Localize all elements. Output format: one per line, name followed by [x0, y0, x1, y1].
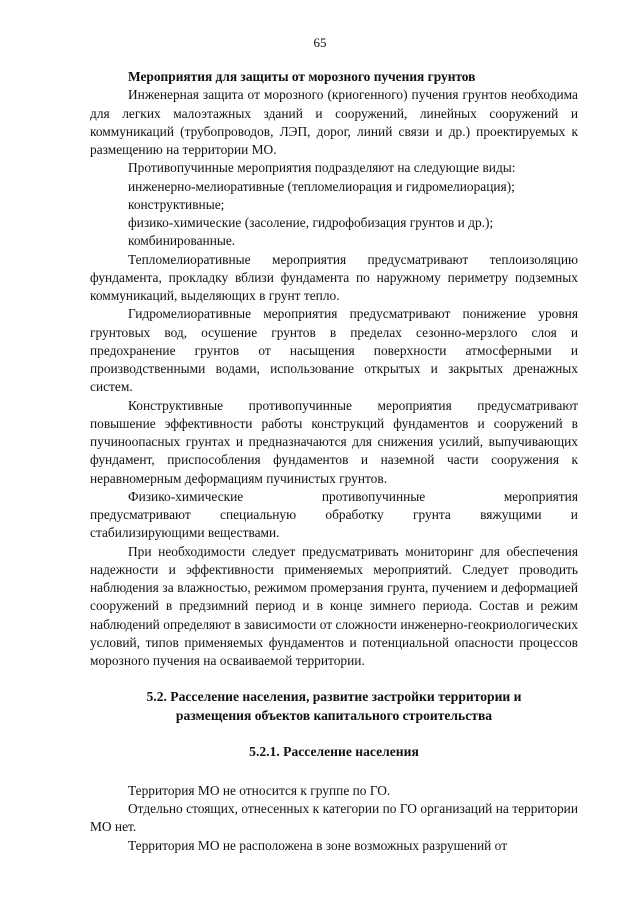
- paragraph-line: стабилизирующими веществами.: [90, 525, 280, 541]
- word: вяжущими: [480, 507, 542, 522]
- paragraph: Отдельно стоящих, отнесенных к категории по ГО организаций на территории МО нет.: [90, 801, 578, 835]
- list-item: комбинированные.: [128, 233, 236, 249]
- paragraph-line: [90, 488, 578, 506]
- page-number: 65: [313, 35, 327, 50]
- list-item: физико-химические (засоление, гидрофобизация грунтов и др.);: [128, 215, 494, 230]
- list-item: инженерно-мелиоративные (тепломелиорация и гидромелиорация);: [128, 178, 515, 194]
- page-content: [90, 68, 578, 855]
- subsection-heading: 5.2.1. Расселение населения: [249, 744, 419, 760]
- word: грунта: [413, 507, 451, 522]
- paragraph: Тепломелиоративные мероприятия предусматривают теплоизоляцию фундамента, прокладку вблизи фундамента по наружному периметру подземных коммуникаций, выделяющих в грунт тепло.: [90, 251, 578, 303]
- paragraph: Территория МО не расположена в зоне возможных разрушений от: [128, 837, 508, 853]
- paragraph: Территория МО не относится к группе по ГО.: [128, 782, 391, 798]
- word: Физико-химические: [128, 488, 244, 504]
- frost-heading: Мероприятия для защиты от морозного пучения грунтов: [128, 69, 476, 84]
- section-heading: [90, 688, 578, 725]
- paragraph: При необходимости следует предусматривать мониторинг для обеспечения надежности и эффективности применяемых мероприятий. Следует проводить наблюдения за влажностью, режимом промерзания грунта, пучением и деформацией сооружений в предзимний период и в конце зимнего периода. Состав и режим наблюдений определяют в зависимости от сложности инженерно-геокриологических условий, типов применяемых фундаментов и потенциальной опасности процессов морозного пучения на осваиваемой территории.: [90, 543, 578, 668]
- paragraph-line: [90, 506, 578, 524]
- section-heading-line: 5.2. Расселение населения, развитие застройки территории и: [146, 689, 522, 705]
- word: противопучинные: [321, 488, 426, 504]
- section-heading-line: размещения объектов капитального строительства: [175, 707, 493, 723]
- paragraph: Инженерная защита от морозного (криогенного) пучения грунтов необходима для легких малоэтажных зданий и сооружений, линейных сооружений и коммуникаций (трубопроводов, ЛЭП, дорог, линий связи и др.) проектируемых к размещению на территории МО.: [90, 87, 578, 157]
- word: специальную: [220, 507, 297, 522]
- list-item: конструктивные;: [128, 196, 225, 212]
- word: обработку: [325, 507, 384, 522]
- word: предусматривают: [90, 507, 191, 522]
- paragraph: Гидромелиоративные мероприятия предусматривают понижение уровня грунтовых вод, осушение грунтов в пределах сезонно-мерзлого слоя и предохранение грунтов от насыщения поверхности атмосферными и производственными водами, использование открытых и закрытых дренажных систем.: [90, 306, 578, 395]
- paragraph: Конструктивные противопучинные мероприятия предусматривают повышение эффективности работы конструкций фундаментов и сооружений в пучиноопасных грунтах и предназначаются для снижения усилий, выпучивающих фундамент, приспособления фундаментов и наземной части сооружения к неравномерным деформациям пучинистых грунтов.: [90, 397, 578, 486]
- paragraph: Противопучинные мероприятия подразделяют на следующие виды:: [128, 160, 516, 176]
- word: и: [570, 507, 578, 522]
- word: мероприятия: [503, 488, 578, 504]
